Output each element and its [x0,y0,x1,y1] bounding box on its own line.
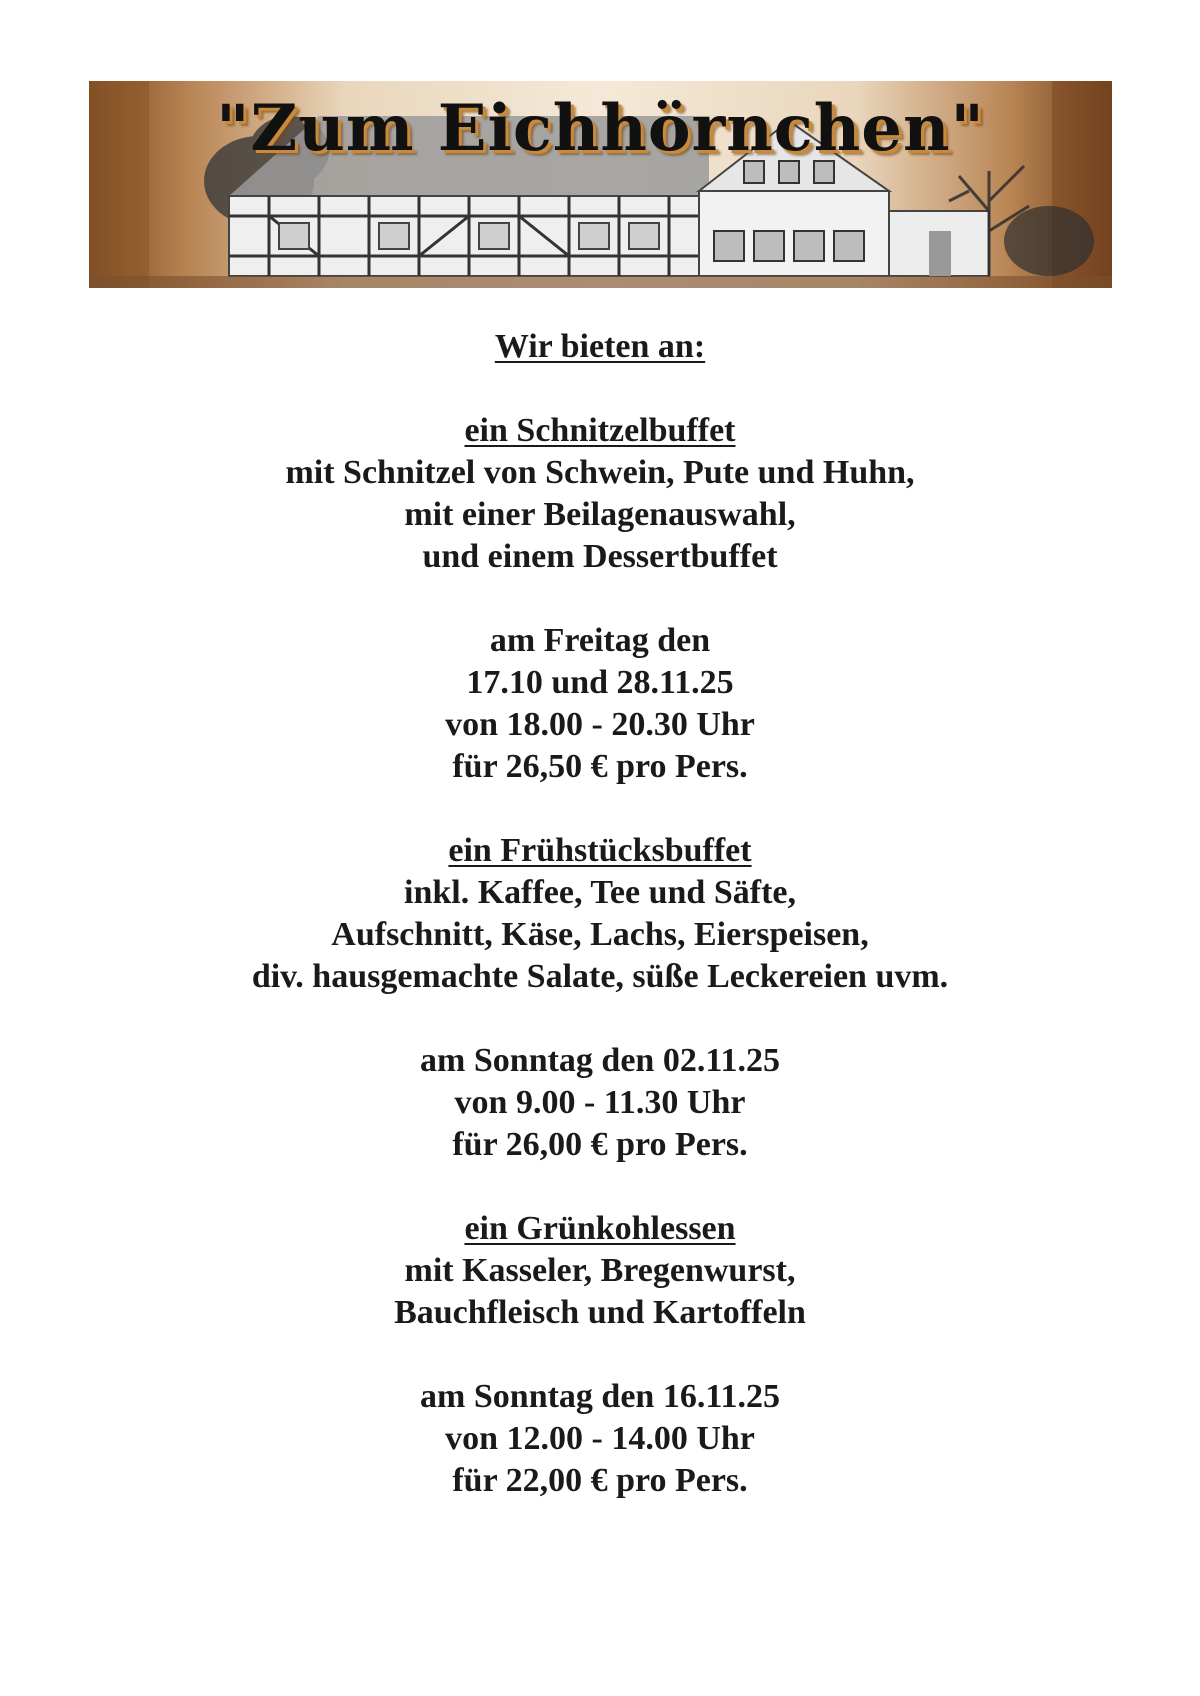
offer-description-line: Bauchfleisch und Kartoffeln [394,1294,806,1331]
offer-heading-schnitzel: ein Schnitzelbuffet [464,412,736,449]
offer-description-line: Aufschnitt, Käse, Lachs, Eierspeisen, [331,916,869,953]
offer-description-line: mit Kasseler, Bregenwurst, [404,1252,796,1289]
offer-description-line: inkl. Kaffee, Tee und Säfte, [404,874,796,911]
offer-detail-line: am Sonntag den 02.11.25 [420,1042,780,1079]
offer-detail-line: am Sonntag den 16.11.25 [420,1378,780,1415]
offers-content [0,326,1200,1502]
offer-detail-line: von 9.00 - 11.30 Uhr [454,1084,746,1121]
intro-heading: Wir bieten an: [494,328,706,365]
offer-description-line: und einem Dessertbuffet [422,538,778,575]
offer-detail-line: 17.10 und 28.11.25 [466,664,734,701]
restaurant-name-title: "Zum Eichhörnchen" [216,91,985,166]
offer-description-line: mit einer Beilagenauswahl, [404,496,796,533]
offer-detail-line: von 12.00 - 14.00 Uhr [445,1420,755,1457]
offer-price: für 26,00 € pro Pers. [452,1126,748,1163]
offer-description-line: div. hausgemachte Salate, süße Leckereien uvm. [251,958,949,995]
offer-detail-line: von 18.00 - 20.30 Uhr [445,706,755,743]
header-banner [89,81,1112,288]
offer-heading-fruehstueck: ein Frühstücksbuffet [448,832,752,869]
offer-description-line: mit Schnitzel von Schwein, Pute und Huhn, [285,454,915,491]
offer-price: für 22,00 € pro Pers. [452,1462,748,1499]
offer-detail-line: am Freitag den [489,622,711,659]
offer-price: für 26,50 € pro Pers. [452,748,748,785]
offer-heading-gruenkohl: ein Grünkohlessen [464,1210,736,1247]
